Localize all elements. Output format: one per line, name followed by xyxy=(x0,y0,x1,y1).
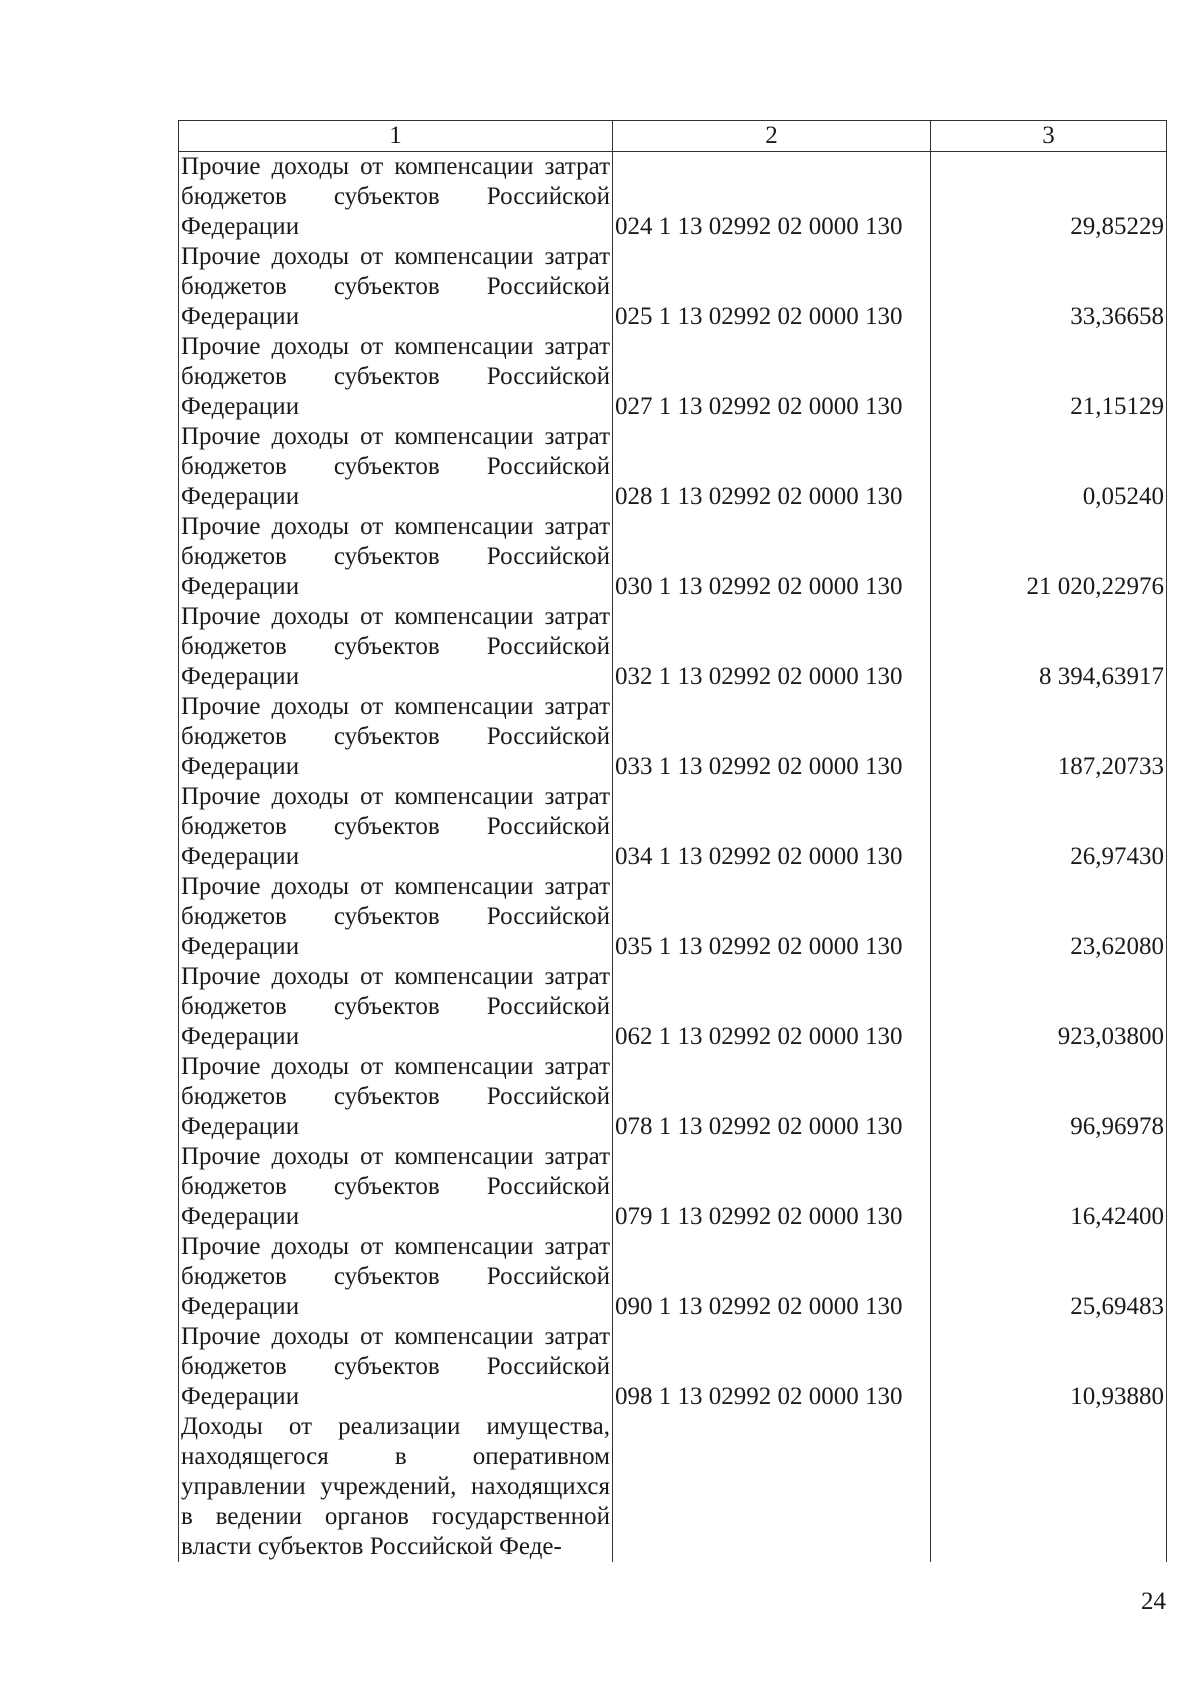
row-amount: 0,05240 xyxy=(931,422,1167,512)
page-number: 24 xyxy=(1141,1588,1166,1615)
row-code: 078 1 13 02992 02 0000 130 xyxy=(613,1052,931,1142)
row-code: 098 1 13 02992 02 0000 130 xyxy=(613,1322,931,1412)
row-description: Прочие доходы от компенсации затрат бюджетов субъектов Российской Федерации xyxy=(179,602,613,692)
table-row-continued xyxy=(179,1412,1167,1562)
row-amount xyxy=(931,1412,1167,1562)
header-row xyxy=(179,121,1167,152)
table-row xyxy=(179,1232,1167,1322)
row-description: Прочие доходы от компенсации затрат бюджетов субъектов Российской Федерации xyxy=(179,1322,613,1412)
row-amount: 21 020,22976 xyxy=(931,512,1167,602)
row-code: 024 1 13 02992 02 0000 130 xyxy=(613,152,931,243)
row-code: 090 1 13 02992 02 0000 130 xyxy=(613,1232,931,1322)
table-row xyxy=(179,152,1167,243)
table-row xyxy=(179,422,1167,512)
row-code: 028 1 13 02992 02 0000 130 xyxy=(613,422,931,512)
row-description: Прочие доходы от компенсации затрат бюджетов субъектов Российской Федерации xyxy=(179,332,613,422)
table-row xyxy=(179,512,1167,602)
row-amount: 96,96978 xyxy=(931,1052,1167,1142)
row-code: 030 1 13 02992 02 0000 130 xyxy=(613,512,931,602)
row-amount: 10,93880 xyxy=(931,1322,1167,1412)
row-code xyxy=(613,1412,931,1562)
row-description: Прочие доходы от компенсации затрат бюджетов субъектов Российской Федерации xyxy=(179,422,613,512)
header-col-3: 3 xyxy=(931,121,1167,152)
row-amount: 187,20733 xyxy=(931,692,1167,782)
table-row xyxy=(179,1142,1167,1232)
row-amount: 923,03800 xyxy=(931,962,1167,1052)
row-description: Прочие доходы от компенсации затрат бюджетов субъектов Российской Федерации xyxy=(179,782,613,872)
table-row xyxy=(179,332,1167,422)
revenue-table xyxy=(178,120,1167,1562)
table-row xyxy=(179,872,1167,962)
row-code: 025 1 13 02992 02 0000 130 xyxy=(613,242,931,332)
row-code: 032 1 13 02992 02 0000 130 xyxy=(613,602,931,692)
row-amount: 8 394,63917 xyxy=(931,602,1167,692)
row-description: Прочие доходы от компенсации затрат бюджетов субъектов Российской Федерации xyxy=(179,962,613,1052)
row-code: 035 1 13 02992 02 0000 130 xyxy=(613,872,931,962)
row-description: Прочие доходы от компенсации затрат бюджетов субъектов Российской Федерации xyxy=(179,512,613,602)
row-description: Прочие доходы от компенсации затрат бюджетов субъектов Российской Федерации xyxy=(179,1142,613,1232)
table-row xyxy=(179,1052,1167,1142)
table-row xyxy=(179,1322,1167,1412)
row-code: 034 1 13 02992 02 0000 130 xyxy=(613,782,931,872)
row-code: 079 1 13 02992 02 0000 130 xyxy=(613,1142,931,1232)
table-body xyxy=(179,152,1167,1563)
table-row xyxy=(179,242,1167,332)
row-amount: 26,97430 xyxy=(931,782,1167,872)
header-col-2: 2 xyxy=(613,121,931,152)
row-amount: 29,85229 xyxy=(931,152,1167,243)
row-amount: 16,42400 xyxy=(931,1142,1167,1232)
row-code: 062 1 13 02992 02 0000 130 xyxy=(613,962,931,1052)
table-row xyxy=(179,962,1167,1052)
row-amount: 25,69483 xyxy=(931,1232,1167,1322)
row-amount: 23,62080 xyxy=(931,872,1167,962)
row-amount: 33,36658 xyxy=(931,242,1167,332)
row-description: Прочие доходы от компенсации затрат бюджетов субъектов Российской Федерации xyxy=(179,1232,613,1322)
header-col-1: 1 xyxy=(179,121,613,152)
row-description: Прочие доходы от компенсации затрат бюджетов субъектов Российской Федерации xyxy=(179,242,613,332)
table-header xyxy=(179,121,1167,152)
row-description: Прочие доходы от компенсации затрат бюджетов субъектов Российской Федерации xyxy=(179,1052,613,1142)
row-description: Прочие доходы от компенсации затрат бюджетов субъектов Российской Федерации xyxy=(179,152,613,243)
table-row xyxy=(179,692,1167,782)
row-description: Прочие доходы от компенсации затрат бюджетов субъектов Российской Федерации xyxy=(179,692,613,782)
row-code: 027 1 13 02992 02 0000 130 xyxy=(613,332,931,422)
row-code: 033 1 13 02992 02 0000 130 xyxy=(613,692,931,782)
row-description: Прочие доходы от компенсации затрат бюджетов субъектов Российской Федерации xyxy=(179,872,613,962)
row-amount: 21,15129 xyxy=(931,332,1167,422)
table-row xyxy=(179,602,1167,692)
table-row xyxy=(179,782,1167,872)
row-description: Доходы от реализации имущества, находящегося в оперативном управлении учреждений, находящихся в ведении органов государственной власти субъектов Российской Феде- xyxy=(179,1412,613,1562)
